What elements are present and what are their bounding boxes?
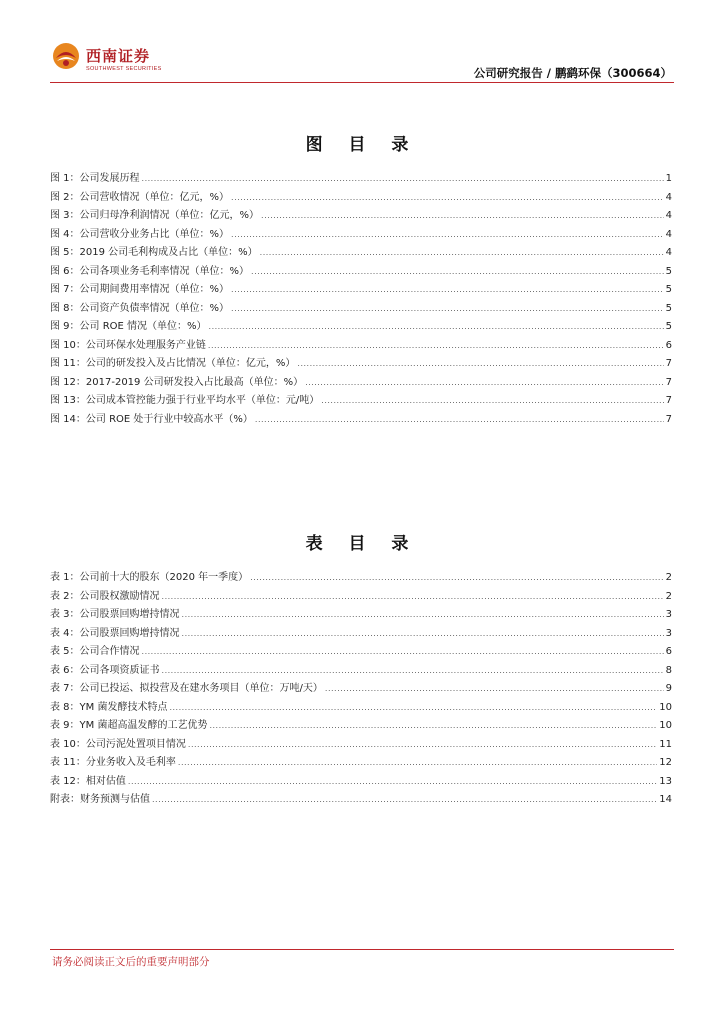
toc-leader-dots [297,359,663,368]
toc-entry-label: 附表：财务预测与估值 [50,794,150,805]
toc-leader-dots [162,592,664,601]
toc-leader-dots [231,285,664,294]
toc-leader-dots [231,230,664,239]
toc-leader-dots [209,322,664,331]
toc-leader-dots [251,267,664,276]
figures-toc-list [50,169,672,428]
toc-entry-label: 表 5：公司合作情况 [50,646,140,657]
toc-page-number: 2 [665,590,672,602]
toc-leader-dots [142,647,664,656]
toc-leader-dots [209,721,657,730]
table-toc-entry[interactable] [50,679,672,698]
toc-leader-dots [152,795,657,804]
toc-page-number: 2 [665,572,672,583]
figure-toc-entry[interactable] [50,410,672,429]
toc-page-number: 4 [665,228,672,240]
toc-leader-dots [188,740,657,749]
toc-page-number: 8 [665,664,672,676]
toc-page-number: 1 [665,173,672,184]
toc-page-number: 4 [665,210,672,221]
toc-leader-dots [208,341,664,350]
toc-page-number: 14 [659,794,672,805]
table-toc-entry[interactable] [50,642,672,661]
table-toc-entry[interactable] [50,568,672,587]
table-toc-entry[interactable] [50,587,672,606]
figure-toc-entry[interactable] [50,391,672,410]
toc-entry-label: 图 5：2019 公司毛利构成及占比（单位：%） [50,247,258,258]
toc-entry-label: 表 7：公司已投运、拟投营及在建水务项目（单位：万吨/天） [50,683,323,694]
toc-page-number: 10 [659,720,672,731]
toc-entry-label: 图 10：公司环保水处理服务产业链 [50,339,206,351]
toc-leader-dots [305,378,664,387]
toc-leader-dots [261,211,664,220]
page-header [50,38,674,86]
toc-leader-dots [260,248,664,257]
toc-entry-label: 表 8：YM 菌发酵技术特点 [50,701,168,713]
tables-toc-title: 表 目 录 [305,534,419,554]
toc-page-number: 5 [665,284,672,295]
toc-leader-dots [178,758,657,767]
toc-page-number: 5 [665,302,672,314]
table-toc-entry[interactable] [50,698,672,717]
toc-entry-label: 表 10：公司污泥处置项目情况 [50,738,186,750]
figures-toc-title: 图 目 录 [305,135,419,155]
toc-page-number: 4 [665,247,672,258]
toc-leader-dots [321,396,663,405]
logo-mark-icon [52,42,80,70]
toc-page-number: 3 [665,609,672,620]
toc-leader-dots [325,684,664,693]
toc-page-number: 12 [659,757,672,768]
figure-toc-entry[interactable] [50,336,672,355]
logo-chinese-name: 西南证券 [86,47,151,65]
toc-leader-dots [231,304,664,313]
toc-leader-dots [142,174,664,183]
toc-entry-label: 图 14：公司 ROE 处于行业中较高水平（%） [50,413,253,425]
company-logo [52,42,162,76]
toc-page-number: 13 [659,775,672,787]
toc-page-number: 4 [665,191,672,203]
toc-entry-label: 图 1：公司发展历程 [50,173,140,184]
footer-disclaimer: 请务必阅读正文后的重要声明部分 [52,956,210,968]
table-toc-entry[interactable] [50,772,672,791]
figure-toc-entry[interactable] [50,280,672,299]
toc-leader-dots [182,629,664,638]
toc-page-number: 3 [665,627,672,639]
figure-toc-entry[interactable] [50,206,672,225]
figure-toc-entry[interactable] [50,188,672,207]
figure-toc-entry[interactable] [50,169,672,188]
table-toc-entry[interactable] [50,605,672,624]
toc-page-number: 7 [665,376,672,388]
toc-entry-label: 图 2：公司营收情况（单位：亿元，%） [50,191,230,203]
toc-entry-label: 图 8：公司资产负债率情况（单位：%） [50,302,230,314]
logo-english-name: SOUTHWEST SECURITIES [86,66,162,72]
table-toc-entry[interactable] [50,661,672,680]
figure-toc-entry[interactable] [50,225,672,244]
toc-page-number: 6 [665,339,672,351]
toc-entry-label: 图 9：公司 ROE 情况（单位：%） [50,321,207,332]
toc-entry-label: 表 1：公司前十大的股东（2020 年一季度） [50,572,249,583]
toc-leader-dots [128,777,657,786]
toc-page-number: 9 [665,683,672,694]
tables-toc-list [50,568,672,809]
figure-toc-entry[interactable] [50,262,672,281]
figure-toc-entry[interactable] [50,317,672,336]
table-toc-entry[interactable] [50,735,672,754]
toc-entry-label: 图 12：2017-2019 公司研发投入占比最高（单位：%） [50,376,304,388]
toc-entry-label: 表 3：公司股票回购增持情况 [50,609,180,620]
toc-page-number: 5 [665,321,672,332]
toc-leader-dots [231,193,664,202]
toc-leader-dots [162,666,664,675]
toc-leader-dots [182,610,664,619]
figure-toc-entry[interactable] [50,354,672,373]
toc-entry-label: 表 2：公司股权激励情况 [50,590,160,602]
toc-page-number: 11 [659,738,672,750]
toc-entry-label: 表 4：公司股票回购增持情况 [50,627,180,639]
table-toc-entry[interactable] [50,790,672,809]
toc-leader-dots [255,415,664,424]
toc-entry-label: 图 13：公司成本管控能力强于行业平均水平（单位：元/吨） [50,395,320,406]
table-toc-entry[interactable] [50,716,672,735]
figure-toc-entry[interactable] [50,373,672,392]
toc-page-number: 10 [659,701,672,713]
toc-leader-dots [250,573,663,582]
toc-entry-label: 表 6：公司各项资质证书 [50,664,160,676]
toc-page-number: 7 [665,395,672,406]
report-label: 公司研究报告 / 鹏鹞环保（300664） [473,66,672,80]
figure-toc-entry[interactable] [50,243,672,262]
toc-entry-label: 图 11：公司的研发投入及占比情况（单位：亿元，%） [50,358,296,369]
table-toc-entry[interactable] [50,624,672,643]
toc-entry-label: 图 3：公司归母净利润情况（单位：亿元，%） [50,210,260,221]
table-toc-entry[interactable] [50,753,672,772]
toc-entry-label: 图 4：公司营收分业务占比（单位：%） [50,228,230,240]
toc-page-number: 7 [665,413,672,425]
footer-divider [50,949,674,950]
toc-page-number: 5 [665,265,672,277]
header-divider [50,82,674,83]
toc-entry-label: 图 6：公司各项业务毛利率情况（单位：%） [50,265,250,277]
toc-entry-label: 表 9：YM 菌超高温发酵的工艺优势 [50,720,208,731]
toc-entry-label: 表 12：相对估值 [50,775,126,787]
toc-entry-label: 图 7：公司期间费用率情况（单位：%） [50,284,230,295]
figure-toc-entry[interactable] [50,299,672,318]
toc-entry-label: 表 11：分业务收入及毛利率 [50,757,176,768]
toc-leader-dots [169,703,657,712]
toc-page-number: 7 [665,358,672,369]
toc-page-number: 6 [665,646,672,657]
